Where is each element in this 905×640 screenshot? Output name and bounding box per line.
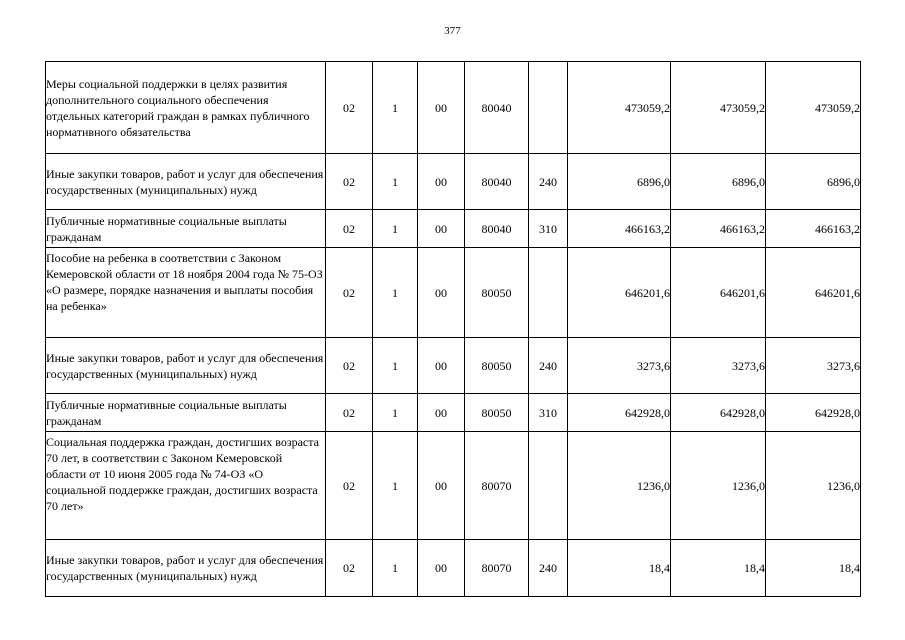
section-code: 02 bbox=[326, 432, 373, 540]
expense-type-code: 310 bbox=[529, 394, 568, 432]
program-code: 00 bbox=[418, 210, 465, 248]
program-code: 00 bbox=[418, 394, 465, 432]
target-article-code: 80050 bbox=[465, 394, 529, 432]
subsection-code: 1 bbox=[373, 338, 418, 394]
subsection-code: 1 bbox=[373, 394, 418, 432]
expense-type-code bbox=[529, 62, 568, 154]
target-article-code: 80040 bbox=[465, 154, 529, 210]
subsection-code: 1 bbox=[373, 248, 418, 338]
amount-year-2: 646201,6 bbox=[671, 248, 766, 338]
section-code: 02 bbox=[326, 210, 373, 248]
program-code: 00 bbox=[418, 432, 465, 540]
amount-year-1: 473059,2 bbox=[568, 62, 671, 154]
program-code: 00 bbox=[418, 540, 465, 597]
row-description: Меры социальной поддержки в целях развития дополнительного социального обеспечения отдельных категорий граждан в рамках публичного нормативного обязательства bbox=[46, 62, 326, 154]
amount-year-1: 646201,6 bbox=[568, 248, 671, 338]
amount-year-3: 646201,6 bbox=[766, 248, 861, 338]
subsection-code: 1 bbox=[373, 540, 418, 597]
amount-year-3: 473059,2 bbox=[766, 62, 861, 154]
program-code: 00 bbox=[418, 62, 465, 154]
page-number: 377 bbox=[444, 25, 461, 37]
table-row bbox=[46, 62, 861, 154]
amount-year-3: 1236,0 bbox=[766, 432, 861, 540]
subsection-code: 1 bbox=[373, 154, 418, 210]
amount-year-1: 6896,0 bbox=[568, 154, 671, 210]
target-article-code: 80040 bbox=[465, 62, 529, 154]
expense-type-code bbox=[529, 248, 568, 338]
amount-year-2: 3273,6 bbox=[671, 338, 766, 394]
subsection-code: 1 bbox=[373, 62, 418, 154]
amount-year-3: 3273,6 bbox=[766, 338, 861, 394]
amount-year-3: 466163,2 bbox=[766, 210, 861, 248]
amount-year-1: 3273,6 bbox=[568, 338, 671, 394]
target-article-code: 80070 bbox=[465, 540, 529, 597]
row-description: Иные закупки товаров, работ и услуг для обеспечения государственных (муниципальных) нужд bbox=[46, 154, 326, 210]
amount-year-2: 6896,0 bbox=[671, 154, 766, 210]
section-code: 02 bbox=[326, 154, 373, 210]
row-description: Социальная поддержка граждан, достигших возраста 70 лет, в соответствии с Законом Кемеровской области от 10 июня 2005 года № 74-ОЗ «О социальной поддержке граждан, достигших возраста 70 лет» bbox=[46, 432, 326, 540]
row-description: Иные закупки товаров, работ и услуг для обеспечения государственных (муниципальных) нужд bbox=[46, 338, 326, 394]
table-row bbox=[46, 154, 861, 210]
amount-year-2: 466163,2 bbox=[671, 210, 766, 248]
expense-type-code: 240 bbox=[529, 540, 568, 597]
amount-year-2: 642928,0 bbox=[671, 394, 766, 432]
table-row bbox=[46, 432, 861, 540]
amount-year-3: 642928,0 bbox=[766, 394, 861, 432]
program-code: 00 bbox=[418, 154, 465, 210]
row-description: Пособие на ребенка в соответствии с Законом Кемеровской области от 18 ноября 2004 года № 75-ОЗ «О размере, порядке назначения и выплаты пособия на ребенка» bbox=[46, 248, 326, 338]
table-row bbox=[46, 338, 861, 394]
subsection-code: 1 bbox=[373, 432, 418, 540]
amount-year-2: 1236,0 bbox=[671, 432, 766, 540]
amount-year-2: 18,4 bbox=[671, 540, 766, 597]
target-article-code: 80070 bbox=[465, 432, 529, 540]
expense-type-code: 310 bbox=[529, 210, 568, 248]
amount-year-2: 473059,2 bbox=[671, 62, 766, 154]
row-description: Публичные нормативные социальные выплаты гражданам bbox=[46, 210, 326, 248]
amount-year-1: 642928,0 bbox=[568, 394, 671, 432]
section-code: 02 bbox=[326, 248, 373, 338]
row-description: Иные закупки товаров, работ и услуг для обеспечения государственных (муниципальных) нужд bbox=[46, 540, 326, 597]
table-row bbox=[46, 394, 861, 432]
section-code: 02 bbox=[326, 540, 373, 597]
expense-type-code: 240 bbox=[529, 338, 568, 394]
target-article-code: 80050 bbox=[465, 338, 529, 394]
amount-year-3: 18,4 bbox=[766, 540, 861, 597]
expense-type-code bbox=[529, 432, 568, 540]
table-row bbox=[46, 540, 861, 597]
budget-table bbox=[45, 61, 861, 597]
target-article-code: 80040 bbox=[465, 210, 529, 248]
amount-year-3: 6896,0 bbox=[766, 154, 861, 210]
program-code: 00 bbox=[418, 248, 465, 338]
section-code: 02 bbox=[326, 62, 373, 154]
subsection-code: 1 bbox=[373, 210, 418, 248]
table-row bbox=[46, 210, 861, 248]
amount-year-1: 1236,0 bbox=[568, 432, 671, 540]
table-row bbox=[46, 248, 861, 338]
target-article-code: 80050 bbox=[465, 248, 529, 338]
amount-year-1: 18,4 bbox=[568, 540, 671, 597]
expense-type-code: 240 bbox=[529, 154, 568, 210]
section-code: 02 bbox=[326, 338, 373, 394]
row-description: Публичные нормативные социальные выплаты гражданам bbox=[46, 394, 326, 432]
section-code: 02 bbox=[326, 394, 373, 432]
amount-year-1: 466163,2 bbox=[568, 210, 671, 248]
program-code: 00 bbox=[418, 338, 465, 394]
